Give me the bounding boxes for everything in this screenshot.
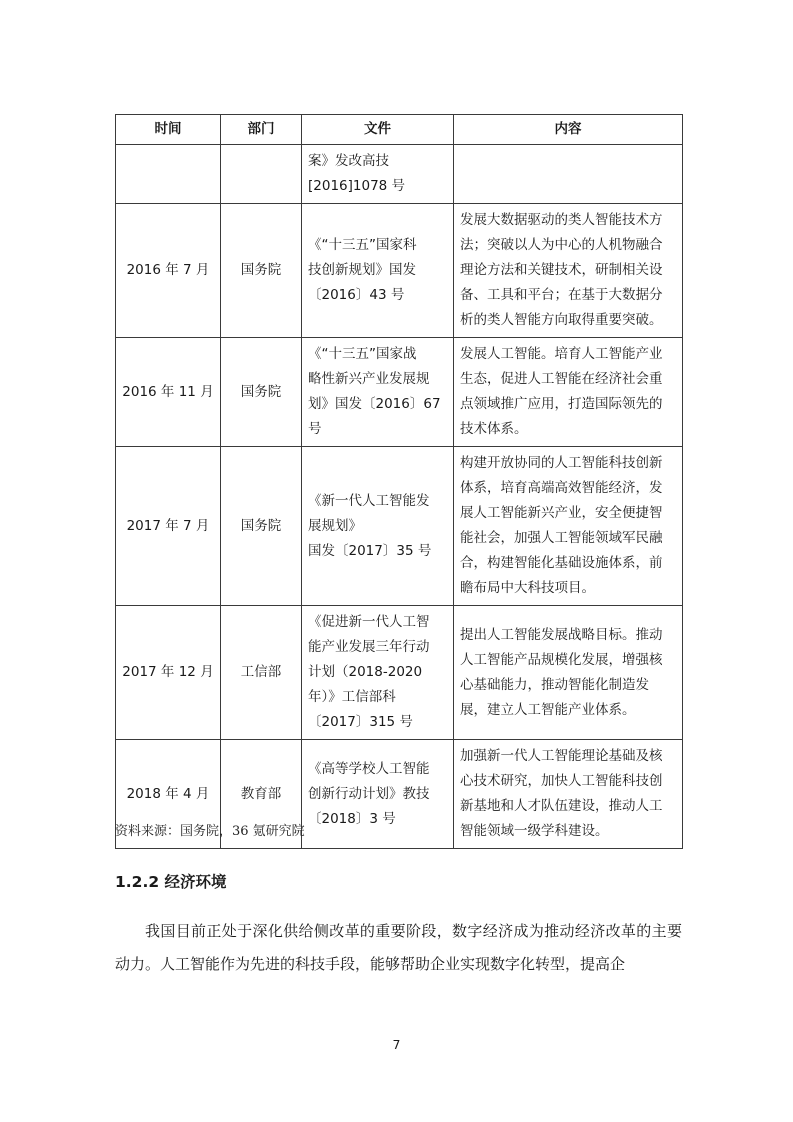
cell-time: 2017 年 7 月 (116, 447, 221, 606)
page-number: 7 (392, 1037, 401, 1052)
table-row (116, 145, 683, 204)
cell-document: 《“十三五”国家战 略性新兴产业发展规 划》国发〔2016〕67 号 (302, 338, 454, 447)
cell-content: 提出人工智能发展战略目标。推动 人工智能产品规模化发展，增强核 心基础能力，推动智能化制造发 展，建立人工智能产业体系。 (454, 606, 683, 740)
header-content: 内容 (454, 115, 683, 145)
cell-content: 发展大数据驱动的类人智能技术方 法；突破以人为中心的人机物融合 理论方法和关键技术，研制相关设 备、工具和平台；在基于大数据分 析的类人智能方向取得重要突破。 (454, 204, 683, 338)
cell-content (454, 145, 683, 204)
table-row (116, 447, 683, 606)
cell-department: 国务院 (221, 338, 302, 447)
cell-time: 2016 年 11 月 (116, 338, 221, 447)
cell-content: 加强新一代人工智能理论基础及核 心技术研究，加快人工智能科技创 新基地和人才队伍建设，推动人工 智能领域一级学科建设。 (454, 740, 683, 849)
cell-department (221, 145, 302, 204)
cell-department: 国务院 (221, 447, 302, 606)
cell-time: 2016 年 7 月 (116, 204, 221, 338)
body-paragraph (115, 915, 682, 981)
cell-document: 案》发改高技 [2016]1078 号 (302, 145, 454, 204)
table-row (116, 338, 683, 447)
cell-document: 《高等学校人工智能 创新行动计划》教技 〔2018〕3 号 (302, 740, 454, 849)
cell-department: 教育部 (221, 740, 302, 849)
header-department: 部门 (221, 115, 302, 145)
cell-department: 工信部 (221, 606, 302, 740)
cell-time (116, 145, 221, 204)
cell-time: 2018 年 4 月 (116, 740, 221, 849)
cell-document: 《促进新一代人工智 能产业发展三年行动 计划（2018-2020 年）》工信部科 〔2017〕315 号 (302, 606, 454, 740)
cell-time: 2017 年 12 月 (116, 606, 221, 740)
section-heading: 1.2.2 经济环境 (115, 873, 227, 891)
cell-content: 发展人工智能。培育人工智能产业 生态，促进人工智能在经济社会重 点领域推广应用，打造国际领先的 技术体系。 (454, 338, 683, 447)
table-header-row (116, 115, 683, 145)
header-time: 时间 (116, 115, 221, 145)
table-row (116, 606, 683, 740)
paragraph-text: 我国目前正处于深化供给侧改革的重要阶段，数字经济成为推动经济改革的主要动力。人工智能作为先进的科技手段，能够帮助企业实现数字化转型，提高企 (115, 922, 682, 973)
policy-table (115, 114, 683, 849)
cell-content: 构建开放协同的人工智能科技创新 体系，培育高端高效智能经济，发 展人工智能新兴产业，安全便捷智 能社会，加强人工智能领域军民融 合，构建智能化基础设施体系，前 瞻布局中大科技项目。 (454, 447, 683, 606)
header-document: 文件 (302, 115, 454, 145)
data-source-note: 资料来源：国务院，36 氪研究院 (115, 824, 305, 839)
table-row (116, 204, 683, 338)
cell-document: 《“十三五”国家科 技创新规划》国发 〔2016〕43 号 (302, 204, 454, 338)
cell-department: 国务院 (221, 204, 302, 338)
cell-document: 《新一代人工智能发 展规划》 国发〔2017〕35 号 (302, 447, 454, 606)
